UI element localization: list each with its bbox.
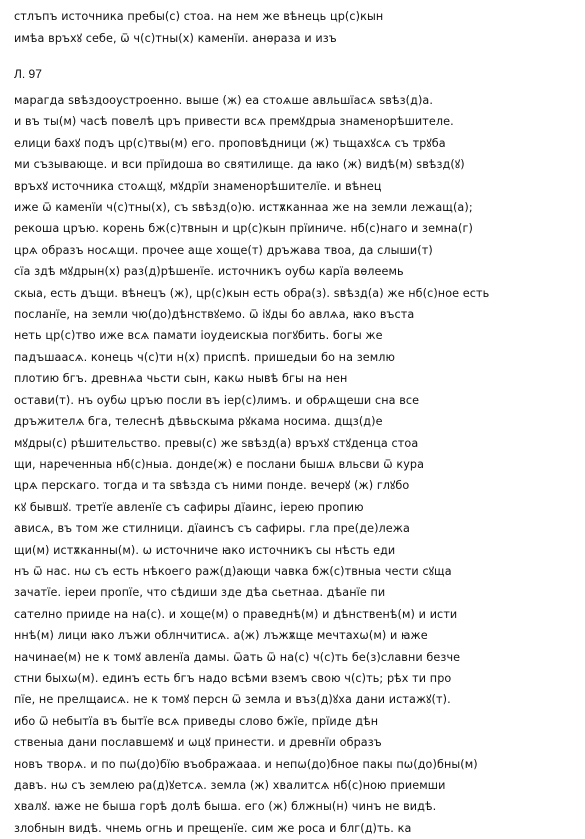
text-line: давъ. нѡ съ землею ра(д)ꙋетсѧ. земла (ж) хвалитсѧ нб(с)ною приемши [14,779,446,792]
text-line: рекоша цръю. корень бж(с)твнын и цр(с)кын прїиниче. нб(с)наго и земна(г) [14,222,473,236]
text-line: хвалꙋ. ꙗже не быша горѣ долѣ быша. его (ж) блжны(н) чинъ не видѣ. [14,800,437,814]
text-line: връхꙋ источника стоѧщꙋ, мꙋдрїи знаменорѣшителїе. и вѣнец [14,179,382,193]
text-line: елици бахꙋ подъ цр(с)твы(м) его. проповѣдници (ж) тьщахꙋсѧ съ трꙋба [14,136,446,150]
text-line: начинае(м) не к томꙋ авленїа дамы. ѿать ѿ на(с) ч(с)ть бе(з)славни безче [14,650,461,664]
text-line: ннѣ(м) лици ꙗко лъжи облнчитисѧ. а(ж) лъжѫще мечтахѡ(м) и ꙗже [14,629,428,643]
text-line: ми съзывающе. и вси прїидоша во святилище. да ꙗко (ж) видѣ(м) ѕвѣзд(ꙋ) [14,158,465,172]
text-line: плотию бгъ. древнѧа чьсти сын, какѡ нывѣ бгы на нен [14,372,348,386]
text-line: нъ ѿ нас. нѡ съ есть нѣкоего раж(д)ающи чавка бж(с)твныа чести сꙋща [14,564,452,578]
text-line: и въ ты(м) часѣ повелѣ цръ привести всѧ премꙋдрыа знаменорѣшителе. [14,115,454,129]
text-line: имѣа връхꙋ себе, ѿ ч(с)тны(х) каменїи. анѳраза и изъ [14,32,337,45]
text-line: посланїе, на земли чю(до)дѣнствꙋемо. ѿ іꙋды бо авлѧа, ꙗко въста [14,308,415,322]
text-line: сїа здѣ мꙋдрын(х) раз(д)рѣшенїе. источникъ оубѡ карїа вѳлеемь [14,265,404,279]
text-line: стлъпъ источника пребы(с) стоа. на нем же вѣнець цр(с)кын [14,10,384,23]
text-line: мꙋдры(с) рѣшительство. превы(с) же ѕвѣзд(а) връхꙋ стꙋденца стоа [14,436,419,450]
text-line: остави(т). нъ оубѡ цръю посли въ іер(с)лимъ. и обрѧщеши сна все [14,393,420,407]
text-line: пїе, не прелщаисѧ. не к томꙋ персн ѿ земла и въз(д)ꙋха дани истажꙋ(т). [14,693,451,707]
body-text-block [14,90,575,839]
text-line: падъшаасѧ. конець ч(с)ти н(х) приспѣ. пришедыи бо на землю [14,350,396,364]
text-line: ависѧ, въ том же стилници. дїаинсъ съ сафиры. гла пре(де)лежа [14,522,410,536]
text-line: иже ѿ каменїи ч(с)тны(х), съ ѕвѣзд(о)ю. истѫканнаа же на земли лежащ(а); [14,201,473,215]
text-line: скыа, есть дъщи. вѣнецъ (ж), цр(с)кын есть обра(з). ѕвѣзд(а) же нб(с)ное есть [14,286,490,300]
text-line: злобнын видѣ. чнемь огнь и прещенїе. сим же роса и блг(д)ть. ка [14,821,412,835]
text-line: ственыа дани пославшемꙋ и ѡцꙋ принести. и древнїи образъ [14,736,382,750]
text-line: зачатїе. іереи пропїе, что сѣдиши зде дѣа сьетнаа. дѣанїе пи [14,586,386,600]
text-line: црѧ образъ носѧщи. прочее аще хоще(т) дръжава твоа, да слыши(т) [14,243,433,257]
text-line: дръжителѧ бга, телеснѣ дѣвьскыма рꙋкама носима. дщз(д)е [14,415,383,429]
text-line: неть цр(с)тво иже всѧ памати іоудеискыа погꙋбить. богы же [14,329,383,343]
text-line: сателно прииде на на(с). и хоще(м) о праведнѣ(м) и дѣнственѣ(м) и исти [14,607,458,621]
top-text-block [14,6,575,50]
folio-label: Л. 97 [14,67,42,81]
text-line: щи, нареченныа нб(с)ныа. донде(ж) е послани бышѧ вльсви ѿ кура [14,457,425,471]
text-line: кꙋ бывшꙋ. третїе авленїе съ сафиры дїаинс, іерею пропию [14,500,364,514]
text-line: стни быхѡ(м). единъ есть бгъ надо всѣми вземъ свою ч(с)ть; рѣх ти про [14,671,452,685]
text-line: марагда ѕвѣздооустроенно. выше (ж) еа стоѧше авльшїасѧ ѕвѣз(д)а. [14,94,434,107]
text-line: щи(м) истѫканны(м). ѡ источниче ꙗко источникъ сы нѣсть еди [14,543,396,557]
text-line: новъ творѧ. и по пѡ(до)бїю въображааа. и непѡ(до)бное пакы пѡ(до)бны(м) [14,757,478,771]
text-line: црѧ перскаго. тогда и та ѕвѣзда съ ними понде. вечерꙋ (ж) глꙋбо [14,479,410,493]
text-line: ибо ѿ небытїа въ бытїе всѧ приведы слово бжїе, прїиде дѣн [14,714,379,728]
